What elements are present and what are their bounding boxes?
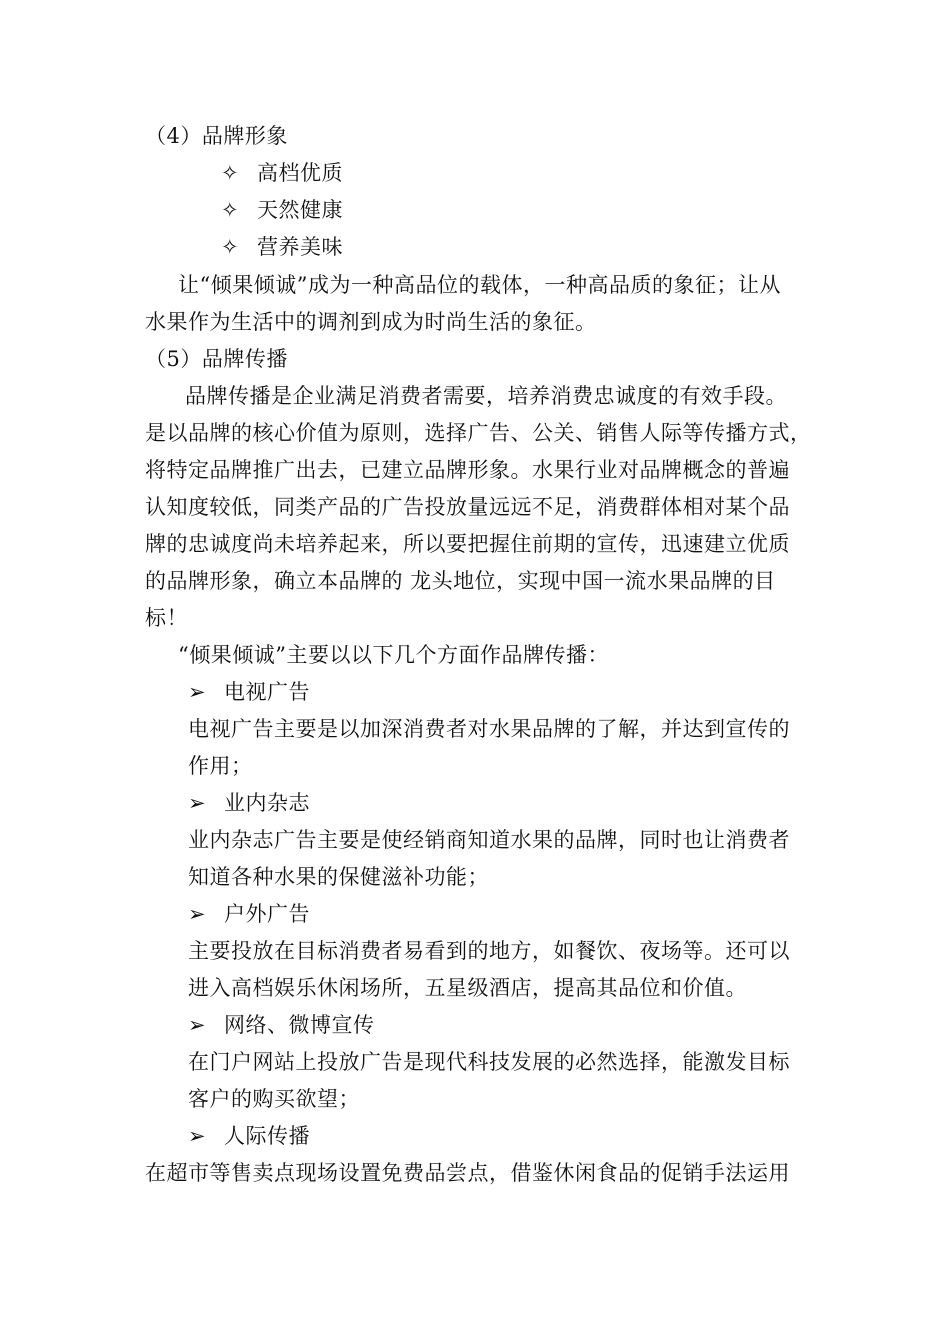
channel-desc-line: 知道各种水果的保健滋补功能； (188, 865, 489, 889)
channel-desc-line: 作用； (188, 754, 253, 778)
list-item-label: 营养美味 (257, 235, 343, 259)
channel-title-label: 人际传播 (224, 1124, 310, 1148)
sparkle-bullet-icon: ✧ (221, 235, 240, 259)
arrow-bullet-icon: ➢ (188, 1013, 207, 1037)
paragraph-line: 是以品牌的核心价值为原则，选择广告、公关、销售人际等传播方式， (145, 421, 812, 445)
channel-title (188, 896, 310, 933)
arrow-bullet-icon: ➢ (188, 680, 207, 704)
channel-title-label: 业内杂志 (224, 791, 310, 815)
channel-title (188, 785, 310, 822)
section-4-heading: （4）品牌形象 (145, 124, 288, 148)
paragraph-line: 牌的忠诚度尚未培养起来，所以要把握住前期的宣传，迅速建立优质 (145, 532, 790, 556)
channel-desc-line: 在门户网站上投放广告是现代科技发展的必然选择，能激发目标 (188, 1050, 790, 1074)
paragraph-line: 将特定品牌推广出去，已建立品牌形象。水果行业对品牌概念的普遍 (145, 458, 790, 482)
channel-desc-line: 在超市等售卖点现场设置免费品尝点，借鉴休闲食品的促销手法运用 (145, 1161, 790, 1185)
channel-desc-line: 业内杂志广告主要是使经销商知道水果的品牌，同时也让消费者 (188, 828, 790, 852)
channels-intro: “倾果倾诚”主要以以下几个方面作品牌传播： (178, 643, 609, 667)
sparkle-bullet-icon: ✧ (221, 161, 240, 185)
arrow-bullet-icon: ➢ (188, 791, 207, 815)
paragraph-line: 认知度较低，同类产品的广告投放量远远不足，消费群体相对某个品 (145, 495, 790, 519)
channel-title-label: 户外广告 (224, 902, 310, 926)
channel-desc-line: 进入高档娱乐休闲场所，五星级酒店，提高其品位和价值。 (188, 976, 747, 1000)
channel-desc-line: 电视广告主要是以加深消费者对水果品牌的了解，并达到宣传的 (188, 717, 790, 741)
arrow-bullet-icon: ➢ (188, 902, 207, 926)
channel-title (188, 674, 310, 711)
list-item (221, 155, 343, 192)
channel-title-label: 网络、微博宣传 (224, 1013, 375, 1037)
channel-title-label: 电视广告 (224, 680, 310, 704)
paragraph-line: 的品牌形象，确立本品牌的 龙头地位，实现中国一流水果品牌的目 (145, 569, 776, 593)
list-item-label: 天然健康 (257, 198, 343, 222)
channel-desc-line: 客户的购买欲望； (188, 1087, 360, 1111)
channel-title (188, 1007, 375, 1044)
arrow-bullet-icon: ➢ (188, 1124, 207, 1148)
list-item (221, 229, 343, 266)
paragraph-line: 让“倾果倾诚”成为一种高品位的载体，一种高品质的象征；让从 (178, 273, 781, 297)
channel-title (188, 1118, 310, 1155)
list-item-label: 高档优质 (257, 161, 343, 185)
sparkle-bullet-icon: ✧ (221, 198, 240, 222)
list-item (221, 192, 343, 229)
paragraph-line: 标！ (145, 606, 188, 630)
paragraph-line: 品牌传播是企业满足消费者需要，培养消费忠诚度的有效手段。 (185, 384, 787, 408)
channel-desc-line: 主要投放在目标消费者易看到的地方，如餐饮、夜场等。还可以 (188, 939, 790, 963)
paragraph-line: 水果作为生活中的调剂到成为时尚生活的象征。 (145, 310, 597, 334)
section-5-heading: （5）品牌传播 (145, 347, 288, 371)
